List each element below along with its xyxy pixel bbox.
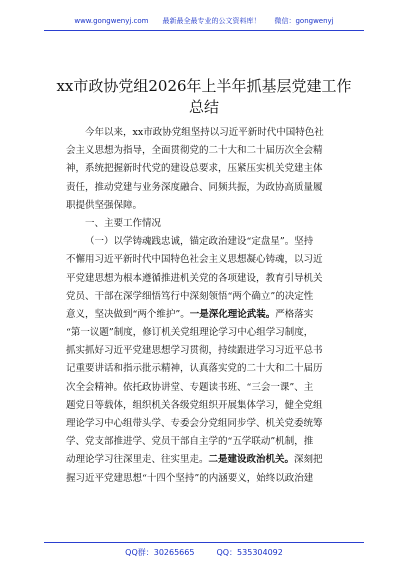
para-line: （一）以学铸魂践忠诚，锚定政治建设“定盘星”。坚持 <box>85 236 314 248</box>
title-line-2: 总结 <box>188 98 219 116</box>
para-line-with-bold <box>66 451 351 469</box>
section-heading: 一、主要工作情况 <box>85 217 162 229</box>
footer-divider <box>44 542 364 543</box>
para-line: 题党日等载体，组织机关各级党组织开展集体学习，健全党组 <box>66 399 323 411</box>
para-line-with-bold <box>66 306 351 324</box>
title-line-1: xx市政协党组2026年上半年抓基层党建工作 <box>56 77 352 95</box>
para-line: 平党建思想为根本遵循推进机关党的各项建设，教育引导机关 <box>66 272 323 284</box>
intro-line: 神，系统把握新时代党的建设总要求，压紧压实机关党建主体 <box>66 163 323 175</box>
page-footer <box>0 546 408 560</box>
intro-line: 会主义思想为指导，全面贯彻党的二十大和二十届历次全会精 <box>66 145 323 157</box>
page-header <box>0 14 408 28</box>
header-site-link[interactable]: www.gongwenyj.com <box>74 17 149 25</box>
para-line: 抓实抓好习近平党建思想学习贯彻，持续跟进学习习近平总书 <box>66 345 323 357</box>
intro-line: 责任，推动党建与业务深度融合、同频共振，为政协高质量履 <box>66 181 323 193</box>
para-line: 不懈用习近平新时代中国特色社会主义思想凝心铸魂，以习近 <box>66 254 323 266</box>
intro-line: 职提供坚强保障。 <box>66 199 143 211</box>
bold-subheading: 一是深化理论武装。 <box>189 308 276 320</box>
para-line: 握习近平党建思想“十四个坚持”的内涵要义，始终以政治建 <box>66 472 314 484</box>
para-line: “第一议题”制度，修订机关党组理论学习中心组学习制度， <box>66 327 314 339</box>
para-text: 意义，坚决做到“两个维护”。 <box>66 308 190 320</box>
bold-subheading: 二是建设政治机关。 <box>208 454 295 466</box>
para-line: 次全会精神。依托政协讲堂、专题读书班、“三会一课”、主 <box>66 381 314 393</box>
para-text: 深刻把 <box>294 454 323 466</box>
intro-line: 今年以来，xx市政协党组坚持以习近平新时代中国特色社 <box>85 127 324 138</box>
footer-qq-group: QQ群：30265665 <box>125 548 195 557</box>
header-divider <box>44 30 364 31</box>
header-slogan: 最新最全最专业的公文资料库！ <box>162 17 261 25</box>
para-text: 严格落实 <box>275 308 314 320</box>
para-line: 党员、干部在深学细悟笃行中深刻领悟“两个确立”的决定性 <box>66 290 314 302</box>
para-line: 理论学习中心组带头学、专委会分党组同步学、机关党委统筹 <box>66 418 323 429</box>
para-line: 学、党支部推进学、党员干部自主学的“五学联动”机制，推 <box>66 436 314 448</box>
document-title <box>40 76 368 118</box>
footer-qq: QQ：535304092 <box>216 548 283 557</box>
header-wechat: 微信：gongwenyj <box>274 17 334 25</box>
para-text: 动理论学习往深里走、往实里走。 <box>66 454 209 466</box>
para-line: 记重要讲话和指示批示精神，认真落实党的二十大和二十届历 <box>66 363 323 375</box>
document-body <box>66 124 351 488</box>
